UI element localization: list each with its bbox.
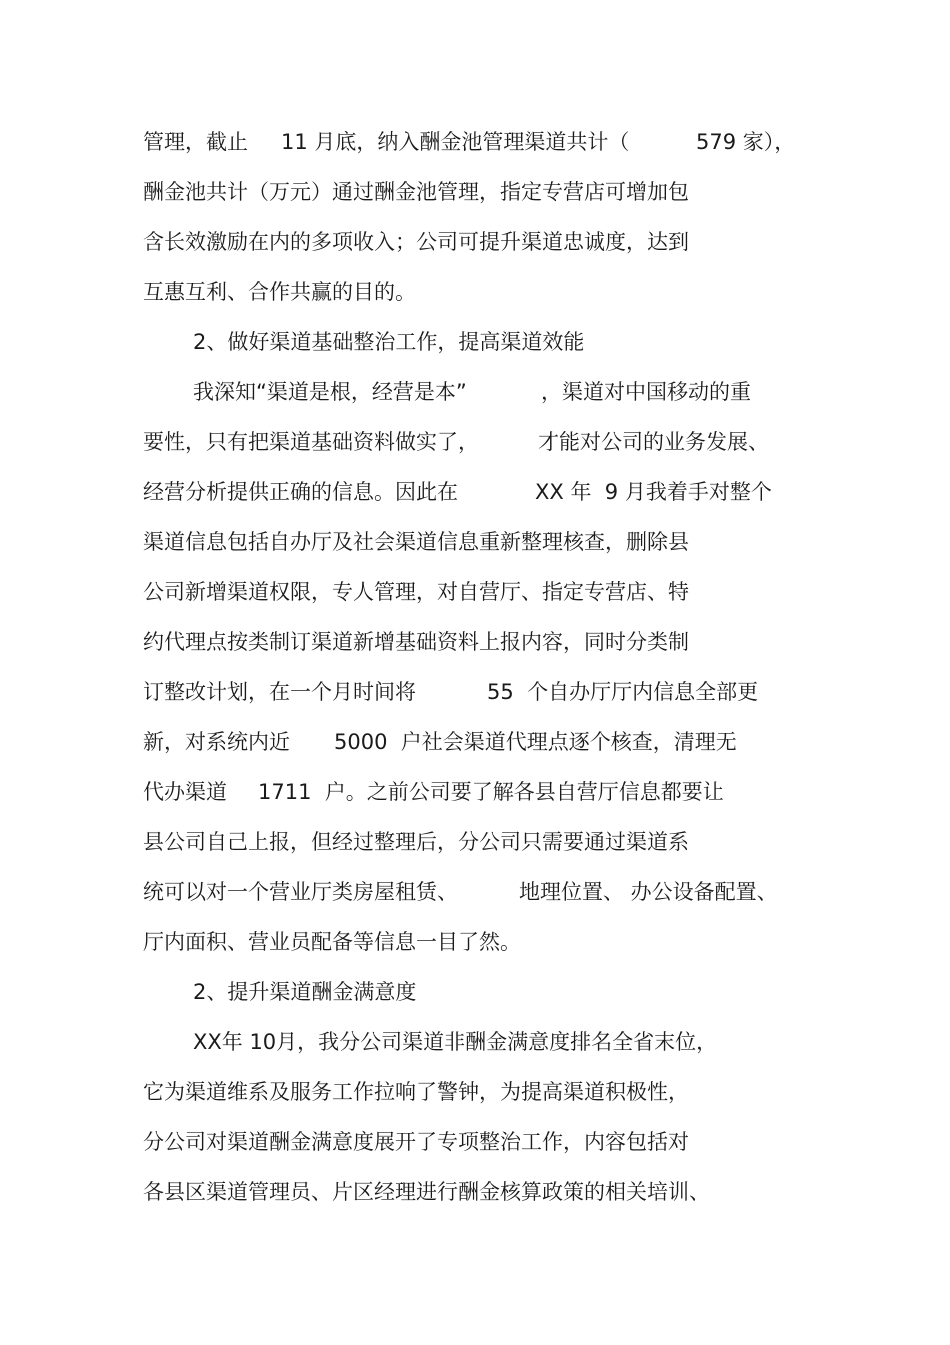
text-segment: 酬金池共计（万元）通过酬金池管理，指定专营店可增加包: [143, 180, 689, 204]
text-line: [0, 1181, 950, 1231]
text-line: [0, 1081, 950, 1131]
text-segment: 分公司对渠道酬金满意度展开了专项整治工作，内容包括对: [143, 1130, 689, 1154]
text-line: [0, 731, 950, 781]
text-line: [0, 281, 950, 331]
text-segment: 11 月底，纳入酬金池管理渠道共计（: [281, 130, 630, 154]
text-segment: 约代理点按类制订渠道新增基础资料上报内容，同时分类制: [143, 630, 689, 654]
text-line: [0, 931, 950, 981]
text-segment: 才能对公司的业务发展、: [538, 430, 769, 454]
section-heading: [0, 981, 950, 1031]
text-segment: 渠道信息包括自办厅及社会渠道信息重新整理核查，删除县: [143, 530, 689, 554]
text-line: [0, 431, 950, 481]
text-line: [0, 1131, 950, 1181]
text-segment: 55 个自办厅厅内信息全部更: [487, 680, 759, 704]
text-line: [0, 581, 950, 631]
text-segment: 经营分析提供正确的信息。因此在: [143, 480, 458, 504]
text-segment: 地理位置、 办公设备配置、: [519, 880, 778, 904]
text-segment: 它为渠道维系及服务工作拉响了警钟，为提高渠道积极性，: [143, 1080, 689, 1104]
text-segment: 新，对系统内近: [143, 730, 290, 754]
text-segment: 要性，只有把渠道基础资料做实了，: [143, 430, 479, 454]
text-line: [0, 781, 950, 831]
text-line: [0, 681, 950, 731]
text-line: [0, 631, 950, 681]
text-segment: 含长效激励在内的多项收入；公司可提升渠道忠诚度，达到: [143, 230, 689, 254]
text-segment: 1711 户。之前公司要了解各县自营厅信息都要让: [258, 780, 724, 804]
text-segment: 579 家），: [696, 130, 796, 154]
text-segment: 厅内面积、营业员配备等信息一目了然。: [143, 930, 521, 954]
text-line: [0, 1031, 950, 1081]
text-segment: 各县区渠道管理员、片区经理进行酬金核算政策的相关培训、: [143, 1180, 710, 1204]
text-segment: XX 年 9 月我着手对整个: [535, 480, 772, 504]
text-line: [0, 381, 950, 431]
text-segment: 2、提升渠道酬金满意度: [193, 980, 417, 1004]
text-line: [0, 481, 950, 531]
text-line: [0, 831, 950, 881]
text-line: [0, 181, 950, 231]
text-segment: 互惠互利、合作共赢的目的。: [143, 280, 416, 304]
section-heading: [0, 331, 950, 381]
text-segment: 代办渠道: [143, 780, 227, 804]
text-segment: 2、做好渠道基础整治工作，提高渠道效能: [193, 330, 585, 354]
text-segment: ，渠道对中国移动的重: [541, 380, 751, 404]
text-segment: 县公司自己上报，但经过整理后，分公司只需要通过渠道系: [143, 830, 689, 854]
text-segment: 统可以对一个营业厅类房屋租赁、: [143, 880, 458, 904]
text-line: [0, 131, 950, 181]
text-segment: 管理，截止: [143, 130, 248, 154]
text-segment: XX年 10月，我分公司渠道非酬金满意度排名全省末位，: [193, 1030, 718, 1054]
text-line: [0, 231, 950, 281]
text-segment: 5000 户社会渠道代理点逐个核查，清理无: [334, 730, 737, 754]
text-segment: 我深知“渠道是根，经营是本”: [193, 380, 467, 404]
text-line: [0, 881, 950, 931]
text-segment: 订整改计划，在一个月时间将: [143, 680, 416, 704]
text-line: [0, 531, 950, 581]
text-segment: 公司新增渠道权限，专人管理，对自营厅、指定专营店、特: [143, 580, 689, 604]
